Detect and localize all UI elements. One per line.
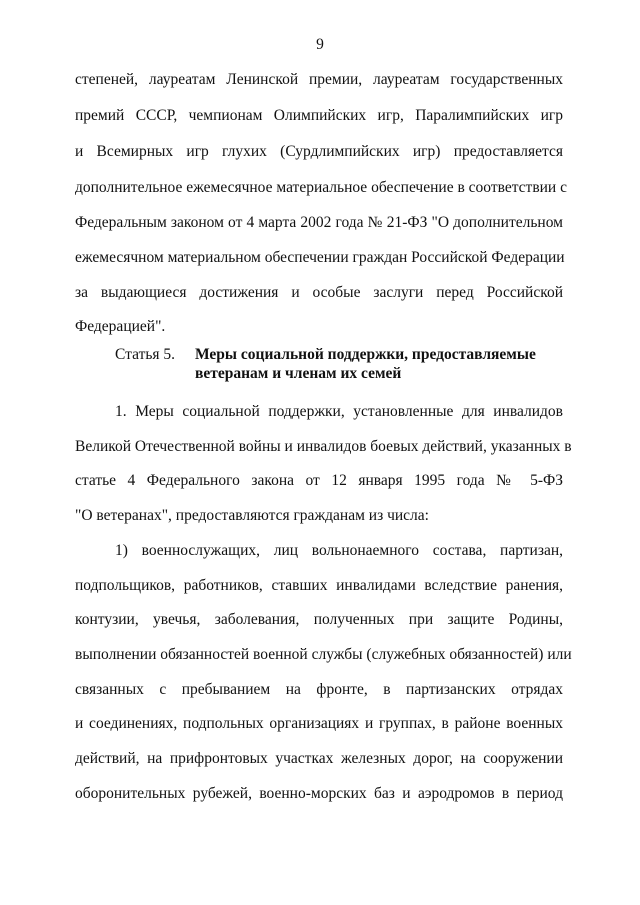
article-title-line: Меры социальной поддержки, предоставляемые [195,346,536,363]
text-line: контузии, увечья, заболевания, полученных при защите Родины, [75,611,563,628]
text-line: 1. Меры социальной поддержки, установленные для инвалидов [115,403,563,420]
text-line: подпольщиков, работников, ставших инвалидами вследствие ранения, [75,577,563,594]
text-line: связанных с пребыванием на фронте, в партизанских отрядах [75,681,563,698]
text-line: Великой Отечественной войны и инвалидов боевых действий, указанных в [75,438,572,455]
text-line: 1) военнослужащих, лиц вольнонаемного состава, партизан, [115,542,563,559]
text-line: и соединениях, подпольных организациях и группах, в районе военных [75,715,563,732]
text-line: оборонительных рубежей, военно-морских баз и аэродромов в период [75,785,563,802]
text-line: и Всемирных игр глухих (Сурдлимпийских игр) предоставляется [75,143,563,160]
text-line: действий, на прифронтовых участках железных дорог, на сооружении [75,750,563,767]
text-line: выполнении обязанностей военной службы (служебных обязанностей) или [75,646,572,663]
text-line: дополнительное ежемесячное материальное обеспечение в соответствии с [75,179,567,196]
page-number: 9 [316,36,324,53]
article-title-line: ветеранам и членам их семей [195,365,402,382]
text-line: ежемесячном материальном обеспечении граждан Российской Федерации [75,249,565,266]
text-line: за выдающиеся достижения и особые заслуги перед Российской [75,284,563,301]
text-line: премий СССР, чемпионам Олимпийских игр, Паралимпийских игр [75,107,563,124]
article-title [195,345,565,383]
text-line: Федерацией". [75,318,166,335]
text-line: степеней, лауреатам Ленинской премии, лауреатам государственных [75,71,563,88]
text-line: Федеральным законом от 4 марта 2002 года № 21-ФЗ "О дополнительном [75,214,563,231]
text-line: статье 4 Федерального закона от 12 января 1995 года № 5-ФЗ [75,472,563,489]
article-label: Статья 5. [115,346,176,363]
text-line: "О ветеранах", предоставляются гражданам из числа: [75,507,429,524]
